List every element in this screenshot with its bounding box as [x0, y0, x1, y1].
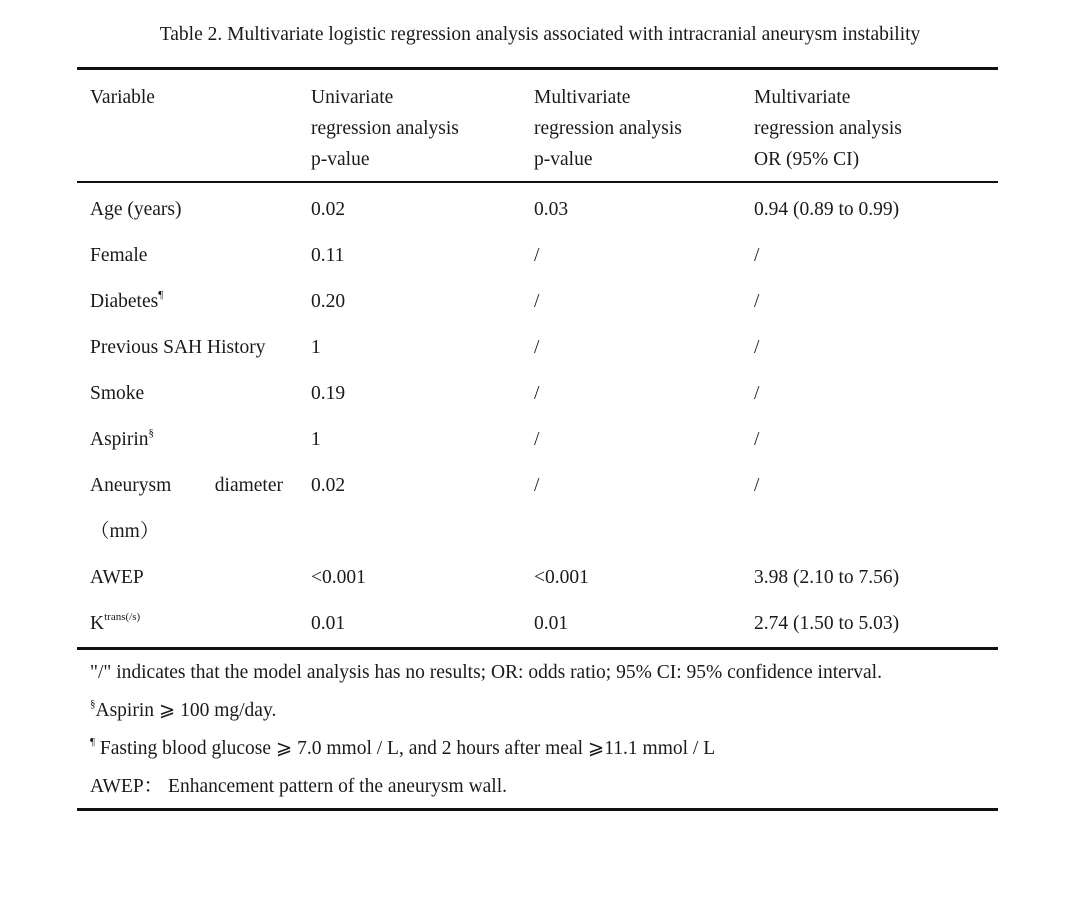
cell-variable: Previous SAH History — [90, 337, 266, 358]
cell-univariate-p: 1 — [311, 429, 321, 450]
table-row — [77, 325, 998, 371]
header-line: regression analysis — [754, 118, 902, 139]
cell-multivariate-p: / — [534, 245, 540, 266]
footnote-diabetes: ¶ Fasting blood glucose ⩾ 7.0 mmol / L, and 2 hours after meal ⩾11.1 mmol / L — [90, 735, 716, 759]
cell-or-ci: / — [754, 475, 760, 496]
cell-or-ci: 2.74 (1.50 to 5.03) — [754, 613, 900, 634]
header-line: regression analysis — [534, 118, 682, 139]
cell-multivariate-p: / — [534, 475, 540, 496]
cell-or-ci: / — [754, 337, 760, 358]
footnote-awep: AWEP： Enhancement pattern of the aneurysm wall. — [90, 776, 508, 797]
header-line: p-value — [534, 149, 593, 170]
footnote-mark: § — [148, 426, 154, 439]
header-univariate-p — [311, 70, 534, 181]
cell-or-ci: 3.98 (2.10 to 7.56) — [754, 567, 900, 588]
table-row — [77, 233, 998, 279]
cell-univariate-p: <0.001 — [311, 567, 366, 588]
cell-variable: AWEP — [90, 567, 144, 588]
variable-word: Aneurysm — [90, 475, 172, 496]
cell-univariate-p: 0.19 — [311, 383, 346, 404]
cell-variable: Female — [90, 245, 148, 266]
footnote-mark: ¶ — [90, 735, 95, 748]
table-footnotes — [77, 650, 998, 808]
header-multivariate-p — [534, 70, 754, 181]
table-row — [77, 601, 998, 647]
bottom-rule — [77, 808, 998, 811]
superscript: trans(/s) — [104, 610, 141, 623]
cell-variable — [77, 463, 311, 555]
cell-multivariate-p: / — [534, 291, 540, 312]
cell-variable: Aspirin§ — [90, 426, 154, 450]
header-line: OR (95% CI) — [754, 149, 860, 170]
footnote-abbreviations: "/" indicates that the model analysis has no results; OR: odds ratio; 95% CI: 95% confidence interval. — [90, 662, 882, 683]
cell-multivariate-p: 0.03 — [534, 199, 569, 220]
cell-multivariate-p: <0.001 — [534, 567, 589, 588]
cell-variable: Age (years) — [90, 199, 182, 220]
table-row — [77, 183, 998, 233]
cell-univariate-p: 1 — [311, 337, 321, 358]
cell-univariate-p: 0.20 — [311, 291, 346, 312]
header-line: Univariate — [311, 87, 394, 108]
regression-table — [77, 67, 998, 811]
footnote-aspirin: §Aspirin ⩾ 100 mg/day. — [90, 697, 277, 721]
header-row — [77, 70, 998, 181]
table-row — [77, 371, 998, 417]
header-line: Variable — [90, 87, 155, 108]
cell-variable: Smoke — [90, 383, 145, 404]
footnote-mark: § — [90, 697, 96, 710]
header-line: Multivariate — [534, 87, 631, 108]
header-variable — [77, 70, 311, 181]
header-multivariate-or — [754, 70, 998, 181]
table-body — [77, 70, 998, 647]
cell-or-ci: / — [754, 245, 760, 266]
variable-line: （mm） — [90, 521, 160, 542]
cell-multivariate-p: 0.01 — [534, 613, 569, 634]
table-row — [77, 279, 998, 325]
header-line: regression analysis — [311, 118, 459, 139]
table-row — [77, 555, 998, 601]
table-row — [77, 417, 998, 463]
cell-univariate-p: 0.01 — [311, 613, 346, 634]
variable-word: diameter — [214, 475, 283, 496]
cell-multivariate-p: / — [534, 383, 540, 404]
variable-line — [90, 463, 283, 509]
footnote-mark: ¶ — [158, 288, 164, 301]
cell-or-ci: 0.94 (0.89 to 0.99) — [754, 199, 900, 220]
cell-or-ci: / — [754, 429, 760, 450]
cell-univariate-p: 0.11 — [311, 245, 345, 266]
header-line: Multivariate — [754, 87, 851, 108]
cell-multivariate-p: / — [534, 429, 540, 450]
cell-multivariate-p: / — [534, 337, 540, 358]
cell-univariate-p: 0.02 — [311, 199, 346, 220]
table-caption: Table 2. Multivariate logistic regression analysis associated with intracranial aneurysm instability — [159, 24, 921, 45]
header-line: p-value — [311, 149, 370, 170]
table-row — [77, 463, 998, 555]
cell-or-ci: / — [754, 383, 760, 404]
cell-univariate-p: 0.02 — [311, 475, 346, 496]
cell-variable: $K^{trans(/s)}$ — [90, 610, 141, 634]
cell-variable: Diabetes¶ — [90, 288, 164, 312]
cell-or-ci: / — [754, 291, 760, 312]
